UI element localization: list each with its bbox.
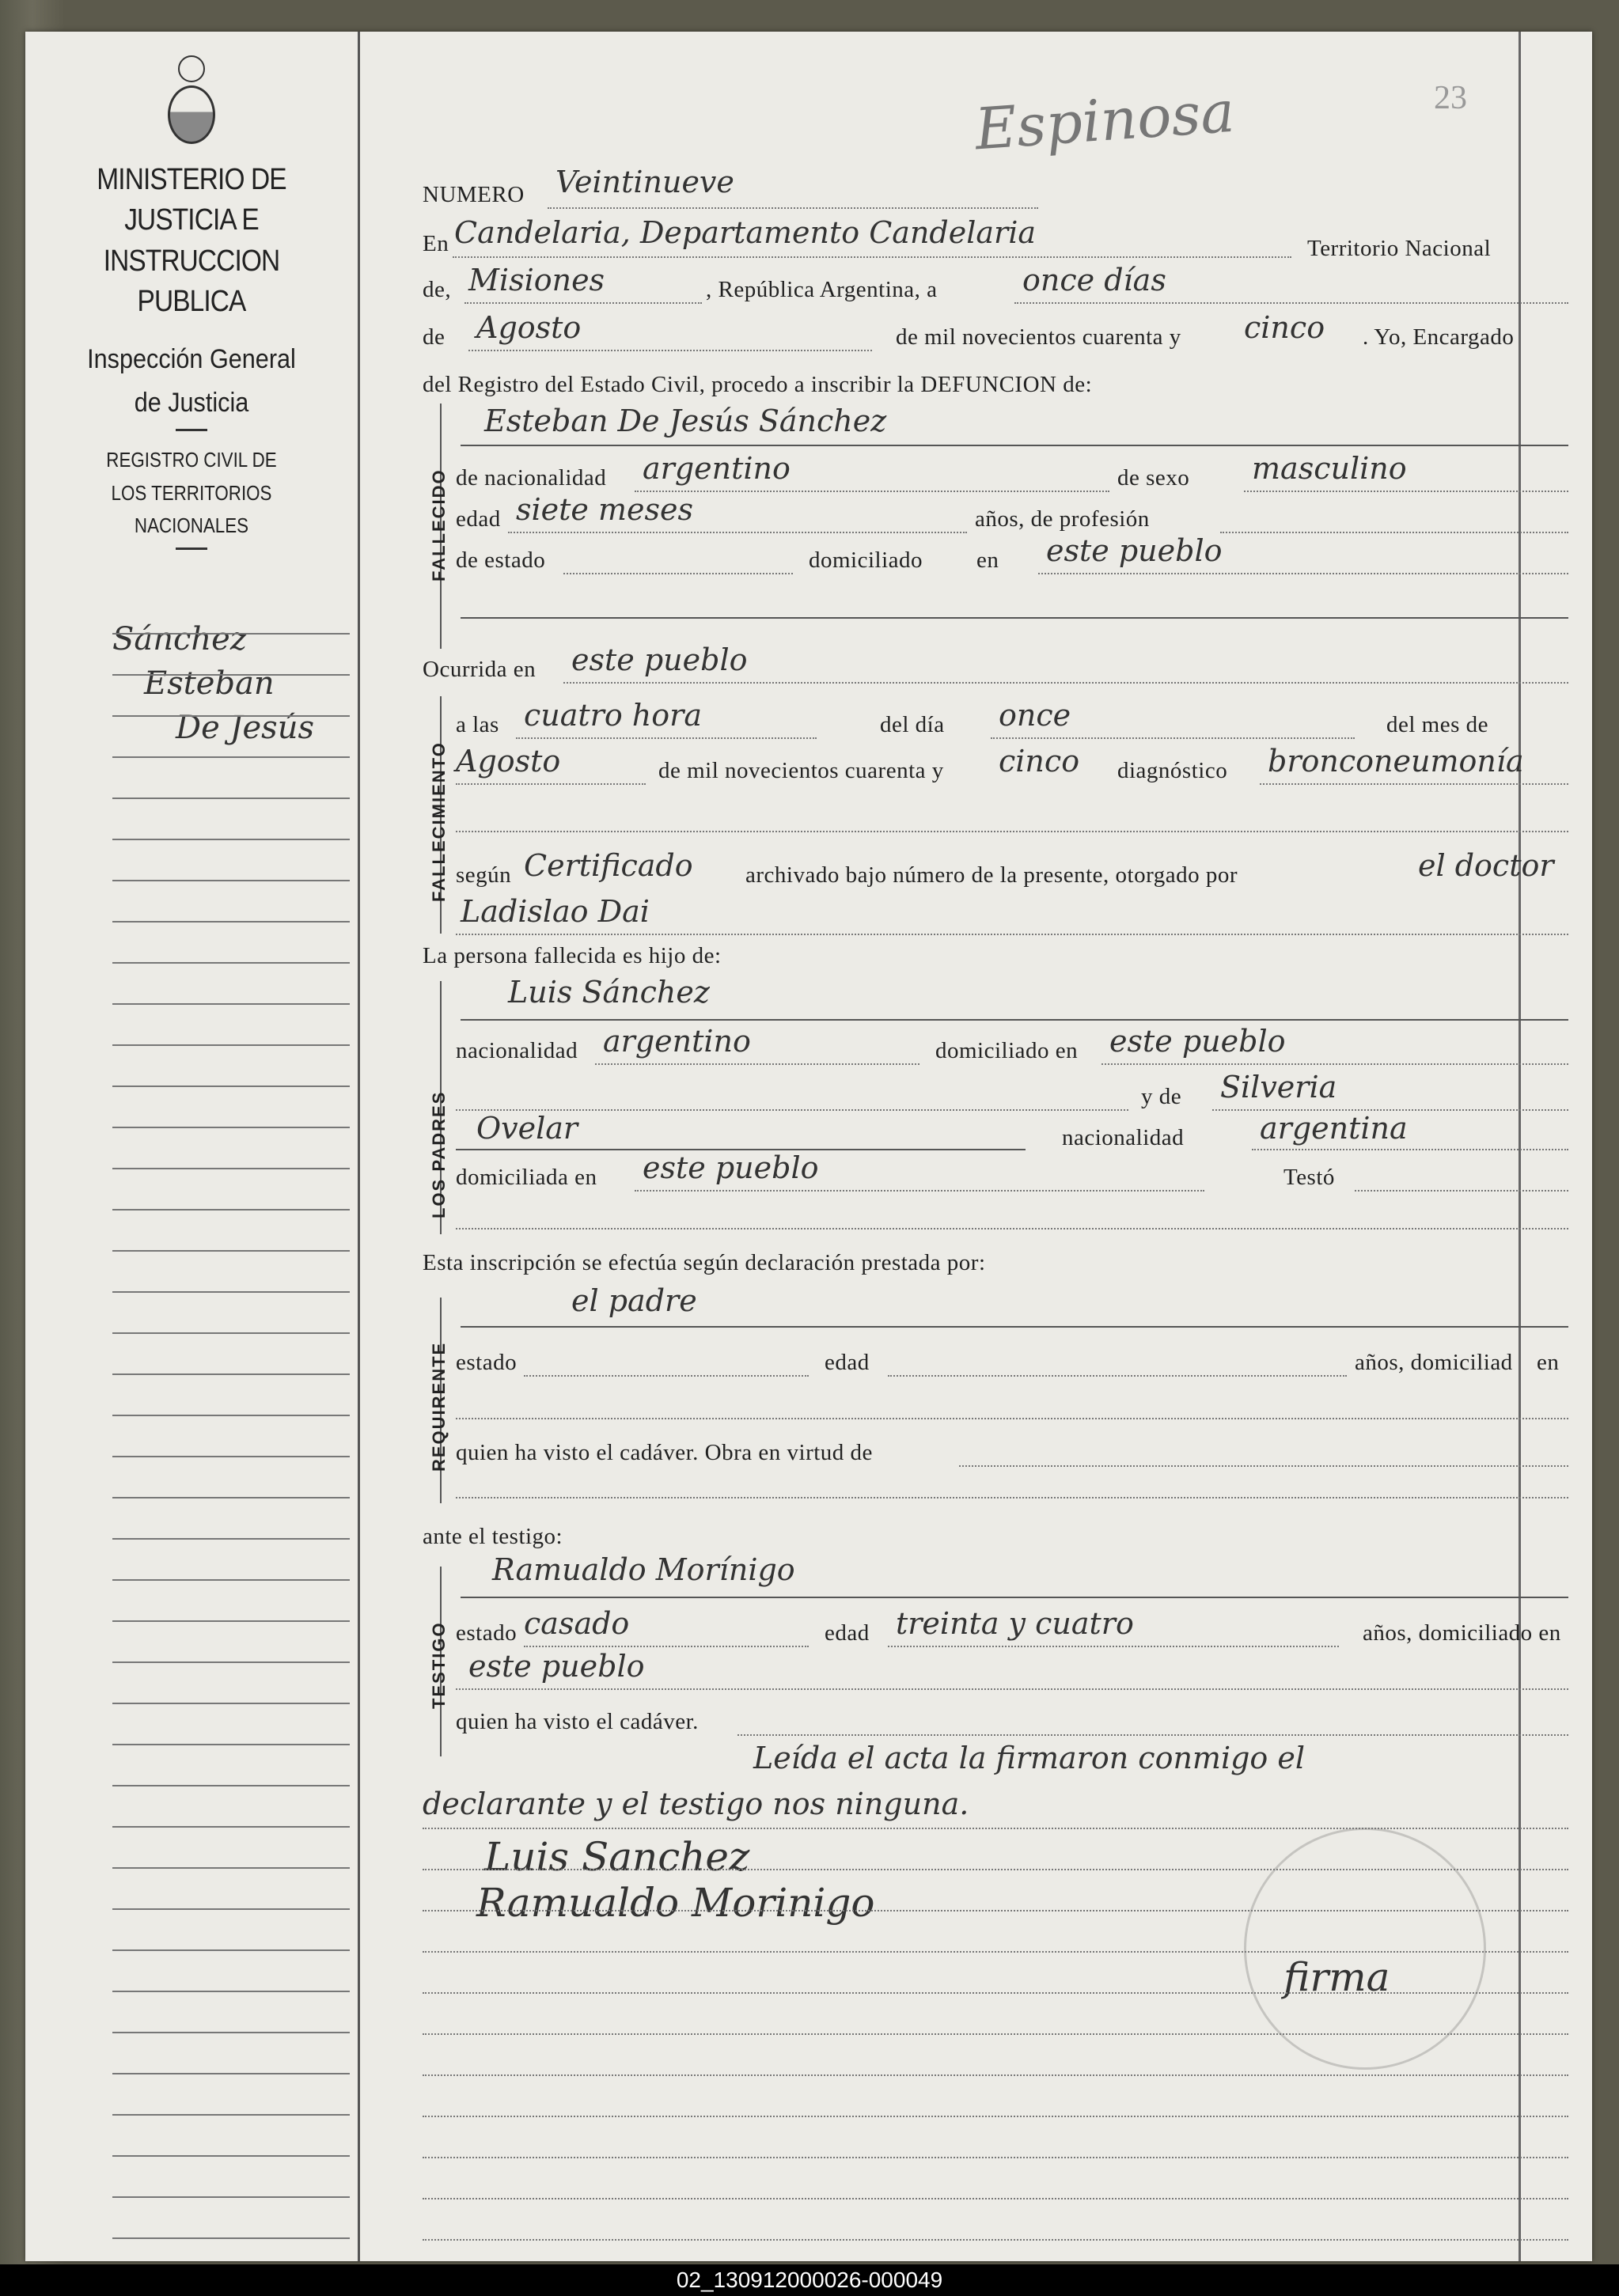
form-rule-line — [423, 2239, 1568, 2241]
alas-label: a las — [456, 712, 499, 737]
sidebar-rule-line — [112, 715, 350, 717]
sexo-value: masculino — [1252, 451, 1407, 486]
register-page — [25, 32, 1592, 2261]
witness-estado: casado — [524, 1606, 630, 1641]
numero-value: Veintinueve — [555, 165, 734, 199]
sidebar-rule-line — [112, 1209, 350, 1211]
sidebar-rule-line — [112, 1497, 350, 1498]
declarant-value: el padre — [571, 1283, 697, 1318]
sidebar-rule-line — [112, 2114, 350, 2116]
nacionalidad3-label: nacionalidad — [1062, 1125, 1185, 1150]
closing-line-1: Leída el acta la firmaron conmigo el — [753, 1741, 1306, 1775]
sidebar-rule-line — [112, 1826, 350, 1828]
sidebar-rule-line — [112, 1785, 350, 1786]
mil2-label: de mil novecientos cuarenta y — [658, 758, 944, 783]
cadaver-label: quien ha visto el cadáver. Obra en virtud de — [456, 1440, 873, 1465]
diagnostico-value: bronconeumonía — [1268, 744, 1524, 779]
estado3-label: estado — [456, 1620, 518, 1646]
yo-label: . Yo, Encargado — [1363, 324, 1515, 350]
otorgado-value: el doctor — [1418, 848, 1554, 883]
registry-title: REGISTRO CIVIL DE LOS TERRITORIOS NACIONALES — [106, 447, 277, 538]
sidebar-rule-line — [112, 1538, 350, 1540]
sidebar-rule-line — [112, 1044, 350, 1046]
sidebar-rule-line — [112, 2155, 350, 2157]
inspection-title: Inspección General de Justicia — [87, 344, 296, 418]
page-number: 23 — [1434, 80, 1467, 116]
ministry-title: MINISTERIO DE JUSTICIA E INSTRUCCION PUBLICA — [97, 163, 286, 318]
edad-value: siete meses — [516, 492, 693, 527]
coat-of-arms-icon — [168, 55, 215, 142]
sidebar-rule-line — [112, 1991, 350, 1992]
form-rule-line — [423, 2116, 1568, 2117]
sidebar-rule-line — [112, 839, 350, 840]
form-body — [389, 32, 1568, 2261]
sidebar-rule-line — [112, 1291, 350, 1293]
testigo-label: TESTIGO — [429, 1621, 449, 1709]
nacionalidad-label: de nacionalidad — [456, 465, 607, 491]
en2-label: en — [976, 547, 999, 573]
signature-declarant: Luis Sanchez — [484, 1834, 750, 1880]
archivado-label: archivado bajo número de la presente, otorgado por — [745, 862, 1238, 888]
day-value: once días — [1022, 263, 1166, 297]
diagnostico-label: diagnóstico — [1117, 758, 1228, 783]
sidebar-rule-line — [112, 1744, 350, 1745]
mes-value: Agosto — [456, 744, 561, 779]
sidebar-rule-line — [112, 1415, 350, 1416]
de-label: de, — [423, 277, 452, 302]
sidebar-rule-line — [112, 1867, 350, 1869]
domiciliado-label: domiciliado — [809, 547, 923, 573]
sexo-label: de sexo — [1117, 465, 1190, 491]
form-rule-line — [423, 2074, 1568, 2076]
edad3-label: edad — [825, 1620, 870, 1646]
hora-value: cuatro hora — [524, 698, 702, 733]
sidebar-rule-line — [112, 1579, 350, 1581]
anos-dom-label: años, domiciliad — [1355, 1350, 1513, 1375]
sidebar-rule-line — [112, 2032, 350, 2033]
image-id: 02_130912000026-000049 — [676, 2268, 943, 2292]
form-rule-line — [423, 2198, 1568, 2199]
margin-surname: Sánchez — [112, 621, 247, 657]
mil-label: de mil novecientos cuarenta y — [896, 324, 1181, 350]
sidebar-rule-line — [112, 880, 350, 881]
fallecimiento-label: FALLECIMIENTO — [429, 741, 449, 902]
sidebar-rule-line — [112, 1661, 350, 1663]
sidebar-rule-line — [112, 1127, 350, 1128]
witness-name: Ramualdo Morínigo — [492, 1552, 795, 1587]
sidebar-rule-line — [112, 2237, 350, 2239]
en3-label: en — [1537, 1350, 1560, 1375]
sidebar-rule-line — [112, 756, 350, 758]
image-id-bar — [0, 2264, 1619, 2296]
form-rule-line — [423, 1828, 1568, 1829]
form-rule-line — [423, 2157, 1568, 2158]
locality-value: Candelaria, Departamento Candelaria — [454, 215, 1037, 250]
nacionalidad-value: argentino — [643, 451, 791, 486]
sidebar-rule-line — [112, 1250, 350, 1252]
nacionalidad2-label: nacionalidad — [456, 1038, 578, 1063]
segun-label: según — [456, 862, 512, 888]
witness-edad: treinta y cuatro — [896, 1606, 1134, 1641]
edad-label: edad — [456, 506, 501, 532]
dia-value: once — [999, 698, 1071, 733]
domiciliado2-label: domiciliado en — [935, 1038, 1079, 1063]
father-nat: argentino — [603, 1024, 751, 1059]
month-value: Agosto — [476, 310, 582, 345]
republica-label: , República Argentina, a — [706, 277, 938, 302]
numero-label: NUMERO — [423, 182, 525, 207]
sidebar-rule-line — [112, 2073, 350, 2074]
mother-last: Ovelar — [476, 1111, 578, 1146]
sidebar-rule-line — [112, 1456, 350, 1457]
deceased-name: Esteban De Jesús Sánchez — [484, 404, 887, 438]
province-value: Misiones — [468, 263, 605, 297]
de2-label: de — [423, 324, 446, 350]
sidebar-rule-line — [112, 1085, 350, 1087]
sidebar-rule-line — [112, 1908, 350, 1910]
sidebar-rule-line — [112, 1949, 350, 1951]
padres-label: LOS PADRES — [429, 1090, 449, 1218]
signature-officer: firma — [1283, 1954, 1390, 2000]
testigo-intro: ante el testigo: — [423, 1524, 563, 1549]
sidebar-rule-line — [112, 1703, 350, 1704]
closing-line-2: declarante y el testigo nos ninguna. — [423, 1786, 969, 1821]
requirente-label: REQUIRENTE — [429, 1341, 449, 1472]
sidebar-rule-line — [112, 1620, 350, 1622]
sidebar-rule-line — [112, 674, 350, 676]
fallecido-label: FALLECIDO — [429, 468, 449, 582]
margin-name1: Esteban — [144, 665, 275, 702]
year-value: cinco — [1244, 310, 1325, 345]
cadaver2-label: quien ha visto el cadáver. — [456, 1709, 699, 1734]
anos-profesion-label: años, de profesión — [975, 506, 1150, 532]
territorio-label: Territorio Nacional — [1307, 236, 1492, 261]
form-rule-line — [423, 2033, 1568, 2035]
edad2-label: edad — [825, 1350, 870, 1375]
sidebar-rule-line — [112, 1373, 350, 1375]
sidebar-rule-line — [112, 1168, 350, 1169]
ocurrida-value: este pueblo — [571, 642, 748, 677]
hijo-label: La persona fallecida es hijo de: — [423, 943, 722, 968]
signature-witness: Ramualdo Morinigo — [476, 1880, 875, 1926]
sidebar-rule-line — [112, 798, 350, 799]
anos-dom2-label: años, domiciliado en — [1363, 1620, 1561, 1646]
witness-dom: este pueblo — [468, 1649, 645, 1684]
segun-value: Certificado — [524, 848, 693, 883]
top-signature: Espinosa — [973, 78, 1237, 163]
form-rule-line — [423, 1992, 1568, 1994]
estado-label: de estado — [456, 547, 546, 573]
deldia-label: del día — [880, 712, 945, 737]
year2-value: cinco — [999, 744, 1080, 779]
sidebar-rule-line — [112, 633, 350, 635]
form-rule-line — [423, 1869, 1568, 1870]
registro-line: del Registro del Estado Civil, procedo a inscribir la DEFUNCION de: — [423, 372, 1093, 397]
father-name: Luis Sánchez — [508, 975, 710, 1010]
mother-dom: este pueblo — [643, 1150, 819, 1185]
margin-names — [112, 617, 350, 750]
domicilio-value: este pueblo — [1046, 533, 1223, 568]
doctor-value: Ladislao Dai — [461, 894, 650, 929]
inscripcion-label: Esta inscripción se efectúa según declaración prestada por: — [423, 1250, 986, 1275]
estado2-label: estado — [456, 1350, 518, 1375]
yde-label: y de — [1141, 1084, 1182, 1109]
form-rule-line — [423, 1951, 1568, 1953]
sidebar-rule-line — [112, 1332, 350, 1334]
mother-first: Silveria — [1220, 1070, 1337, 1104]
mother-nat: argentina — [1260, 1111, 1408, 1146]
sidebar-rule-line — [112, 921, 350, 923]
sidebar-rule-line — [112, 1003, 350, 1005]
ministry-header — [73, 55, 310, 555]
sidebar-margin — [25, 32, 360, 2261]
en-label: En — [423, 231, 449, 256]
sidebar-rule-line — [112, 2196, 350, 2198]
margin-name2: De Jesús — [176, 710, 314, 746]
father-dom: este pueblo — [1109, 1024, 1286, 1059]
testo-label: Testó — [1283, 1165, 1335, 1190]
sidebar-rule-line — [112, 962, 350, 964]
domiciliada-label: domiciliada en — [456, 1165, 597, 1190]
form-rule-line — [423, 1910, 1568, 1911]
delmes-label: del mes de — [1386, 712, 1489, 737]
ocurrida-label: Ocurrida en — [423, 657, 537, 682]
